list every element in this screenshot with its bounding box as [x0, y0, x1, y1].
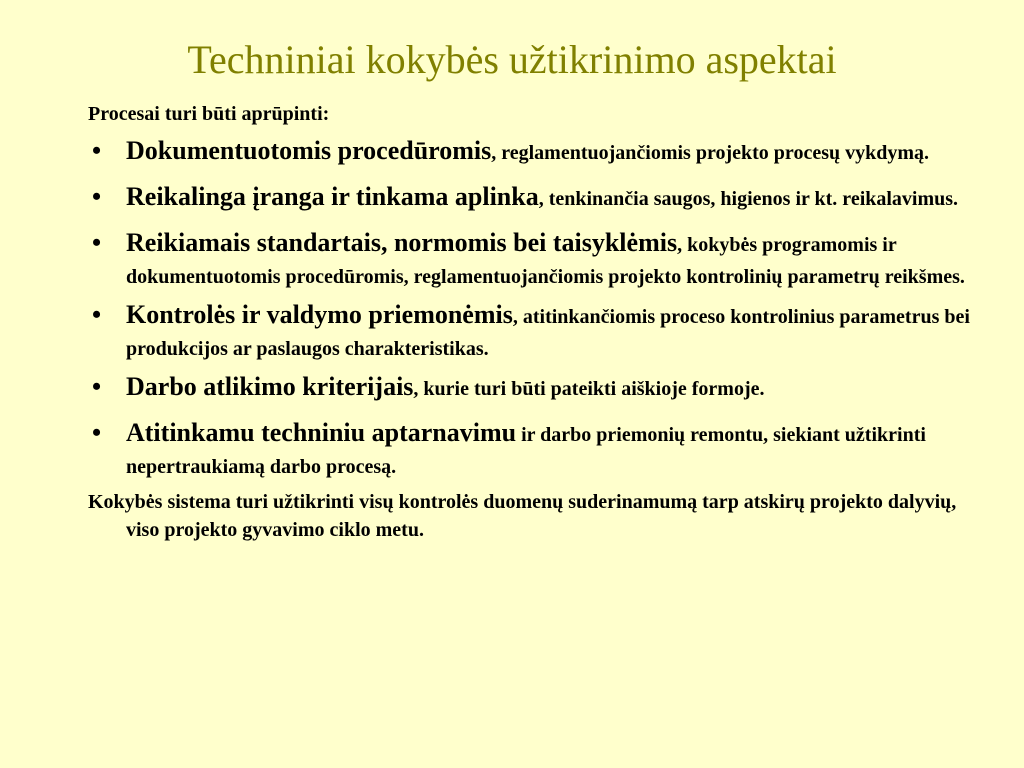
intro-text: Procesai turi būti aprūpinti: [88, 103, 330, 125]
bullet-icon: • [92, 182, 102, 211]
bullet-item [88, 134, 988, 172]
bullet-text: , kokybės programomis ir dokumentuotomis procedūromis, reglamentuojančiomis projekto kontrolinių parametrų reikšmes. [126, 234, 965, 288]
bullet-item [88, 370, 988, 408]
bullet-icon: • [92, 418, 102, 447]
slide-body [88, 100, 988, 544]
bullet-lead: Dokumentuotomis procedūromis [126, 136, 492, 165]
slide-title: Techniniai kokybės užtikrinimo aspektai [187, 37, 837, 82]
bullet-item [88, 226, 988, 290]
bullet-text: ir darbo priemonių remontu, siekiant užtikrinti nepertraukiamą darbo procesą. [126, 424, 926, 478]
closing-text: Kokybės sistema turi užtikrinti visų kontrolės duomenų suderinamumą tarp atskirų projekto dalyvių, viso projekto gyvavimo ciklo metu. [88, 491, 957, 541]
bullet-lead: Reikalinga įranga ir tinkama aplinka [126, 182, 539, 211]
bullet-icon: • [92, 372, 102, 401]
bullet-icon: • [92, 136, 102, 165]
bullet-item [88, 298, 988, 362]
bullet-icon: • [92, 300, 102, 329]
bullet-text: , reglamentuojančiomis projekto procesų vykdymą. [491, 142, 930, 164]
bullet-lead: Reikiamais standartais, normomis bei taisyklėmis [126, 228, 678, 257]
bullet-lead: Kontrolės ir valdymo priemonėmis [126, 300, 513, 329]
bullet-item [88, 180, 988, 218]
bullet-list [88, 134, 988, 480]
bullet-item [88, 416, 988, 480]
bullet-lead: Atitinkamu techniniu aptarnavimu [126, 418, 517, 447]
bullet-lead: Darbo atlikimo kriterijais [126, 372, 414, 401]
bullet-text: , atitinkančiomis proceso kontrolinius parametrus bei produkcijos ar paslaugos charakteristikas. [126, 306, 970, 360]
bullet-text: , kurie turi būti pateikti aiškioje formoje. [413, 378, 765, 400]
bullet-icon: • [92, 228, 102, 257]
bullet-text: , tenkinančia saugos, higienos ir kt. reikalavimus. [538, 188, 959, 210]
